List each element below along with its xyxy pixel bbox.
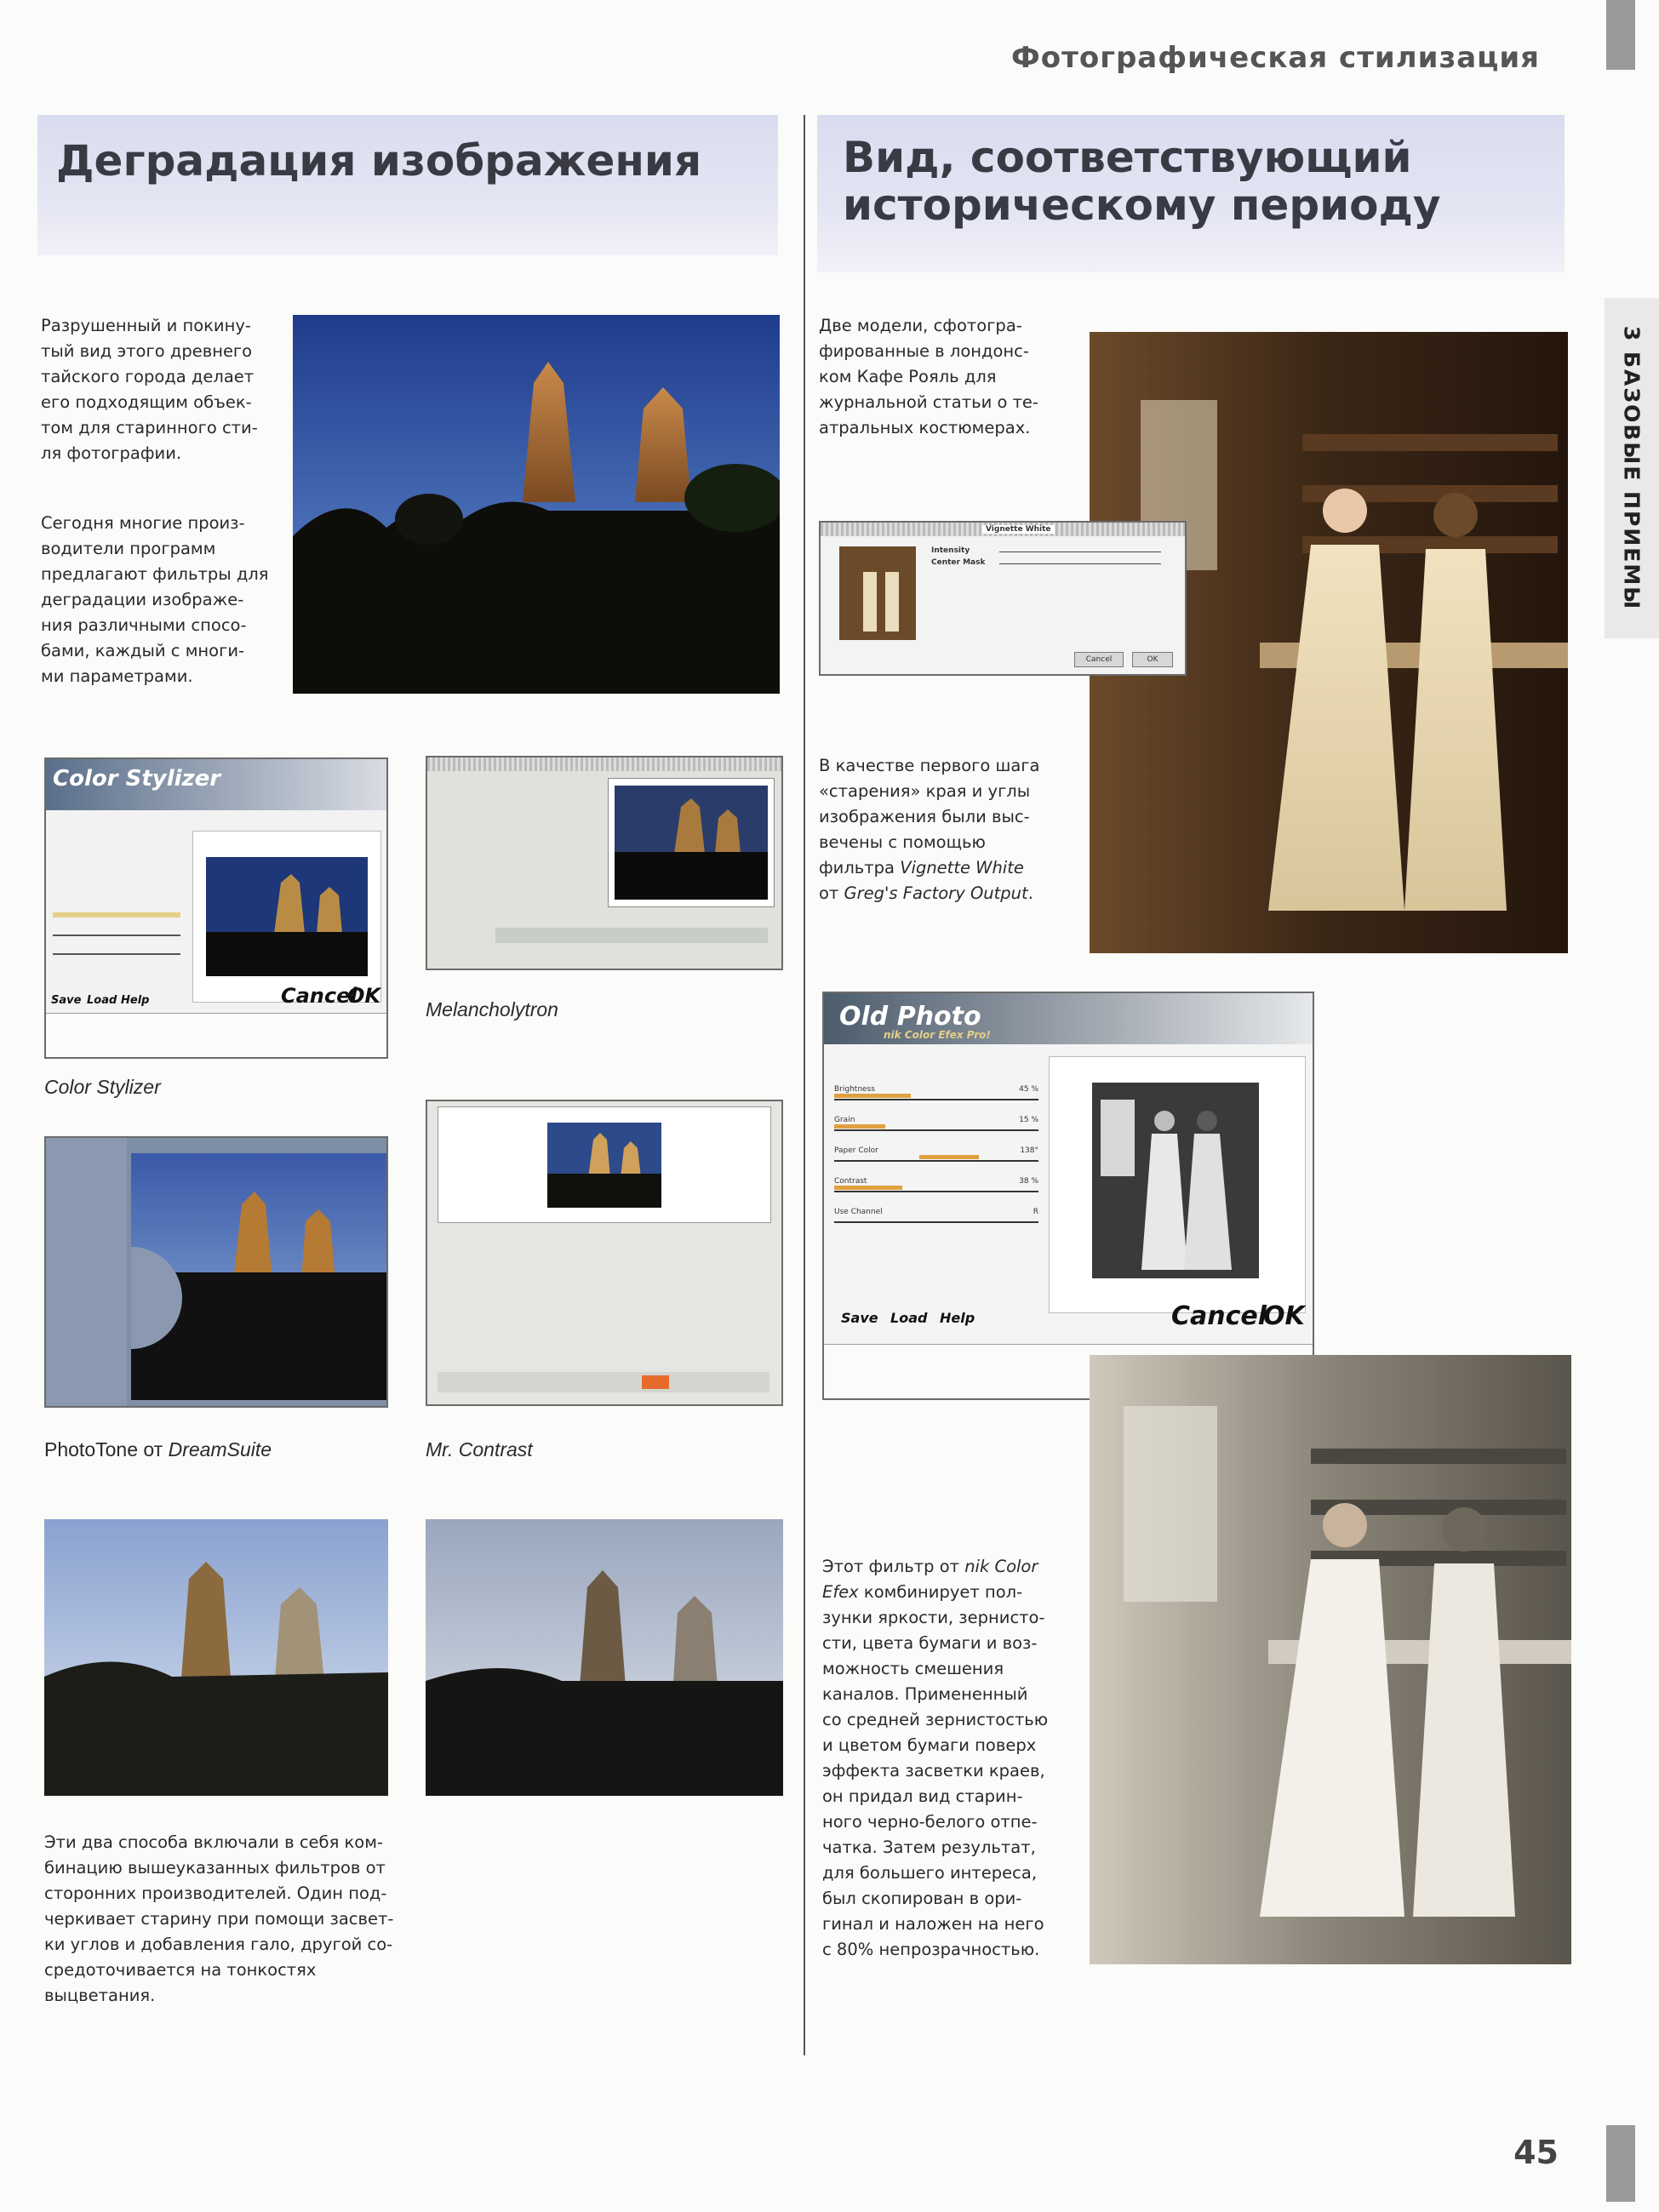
save-button[interactable]: Save bbox=[841, 1310, 878, 1326]
preview-frame bbox=[192, 831, 381, 1003]
caption-melancholytron: Melancholytron bbox=[426, 998, 558, 1020]
load-button[interactable]: Load bbox=[87, 994, 117, 1007]
cancel-button[interactable]: Cancel bbox=[1171, 1301, 1267, 1331]
left-paragraph-2: Сегодня многие произ- водители программ предлагают фильтры для деградации изображе- ния различными спосо- бами, каждый с многи- ми параметрами. bbox=[41, 513, 269, 686]
toolbar bbox=[438, 1372, 769, 1392]
right-heading: Вид, соответствующий историческому периоду bbox=[843, 133, 1441, 230]
intensity-label: Intensity bbox=[931, 546, 970, 555]
right-heading-band bbox=[817, 115, 1565, 272]
caption-mr-contrast: Mr. Contrast bbox=[426, 1438, 533, 1460]
info-bar bbox=[46, 1013, 386, 1058]
column-divider bbox=[804, 115, 805, 2055]
left-heading-band bbox=[37, 115, 778, 255]
center-mask-slider[interactable] bbox=[999, 563, 1161, 564]
dialog-thumbnail bbox=[839, 546, 916, 640]
dialog-title: Vignette White bbox=[982, 525, 1055, 534]
mr-contrast-dialog bbox=[426, 1100, 783, 1406]
dialog-title: Old Photo bbox=[839, 1002, 981, 1032]
result-photo-2 bbox=[426, 1519, 783, 1796]
phototone-controls bbox=[46, 1138, 127, 1406]
page-number: 45 bbox=[1513, 2134, 1559, 2171]
help-button[interactable]: Help bbox=[121, 994, 150, 1007]
right-paragraph-1: Две модели, сфотогра- фированные в лондонс- ком Кафе Рояль для журнальной статьи о те- атральных костюмерах. bbox=[819, 316, 1038, 437]
slider-saturation[interactable] bbox=[53, 953, 180, 955]
preview-frame bbox=[608, 778, 775, 907]
cancel-button[interactable]: Cancel bbox=[281, 984, 358, 1008]
slider-panel: Brightness 45 % Grain 15 % Paper Color 138° Contrast 38 % Use Channel R bbox=[834, 1061, 1038, 1283]
center-mask-label: Center Mask bbox=[931, 558, 986, 567]
left-heading: Деградация изображения bbox=[56, 136, 702, 186]
color-stylizer-dialog bbox=[44, 757, 388, 1059]
vignette-white-dialog bbox=[819, 521, 1187, 676]
help-button[interactable]: Help bbox=[940, 1310, 975, 1326]
caption-color-stylizer: Color Stylizer bbox=[44, 1076, 161, 1098]
load-button[interactable]: Load bbox=[890, 1310, 928, 1326]
cancel-button[interactable]: Cancel bbox=[1074, 652, 1124, 667]
dialog-title: Color Stylizer bbox=[53, 766, 221, 792]
save-button[interactable]: Save bbox=[51, 994, 82, 1007]
ok-button[interactable]: OK bbox=[347, 984, 380, 1008]
melancholytron-dialog bbox=[426, 756, 783, 970]
result-photo-1 bbox=[44, 1519, 388, 1796]
right-paragraph-2: В качестве первого шага «старения» края и углы изображения были выс- вечены с помощью фильтра Vignette White от Greg's Factory Output. bbox=[819, 756, 1040, 903]
old-photo-dialog bbox=[822, 992, 1314, 1400]
top-edge-tab bbox=[1606, 0, 1635, 70]
caption-phototone-italic: DreamSuite bbox=[168, 1438, 272, 1460]
left-paragraph-1: Разрушенный и покину- тый вид этого древнего тайского города делает его подходящим объек- том для старинного сти- ля фотографии. bbox=[41, 316, 258, 463]
right-paragraph-3: Этот фильтр от nik Color Efex комбинирует пол- зунки яркости, зернисто- сти, цвета бумаги и воз- можность смешения каналов. Примененный со средней зернистостью и цветом бумаги поверх эффекта засветки краев, он придал вид старин- ного черно-белого отпе- чатка. Затем результат, для большего интереса, был скопирован в ори- гинал и наложен на него с 80% непрозрачностью. bbox=[822, 1557, 1049, 1959]
reset-button[interactable] bbox=[642, 1375, 669, 1389]
ok-button[interactable]: OK bbox=[1132, 652, 1173, 667]
bottom-edge-tab bbox=[1606, 2125, 1635, 2202]
phototone-dialog bbox=[44, 1136, 388, 1408]
dialog-subtitle: nik Color Efex Pro! bbox=[884, 1029, 991, 1041]
toolbar bbox=[495, 928, 768, 943]
temple-photo bbox=[293, 315, 780, 694]
left-paragraph-3: Эти два способа включали в себя ком- бинацию вышеуказанных фильтров от сторонних производителей. Один под- черкивает старину при помощи засвет- ки углов и добавления гало, другой со- средоточивается на тонкостях выцветания. bbox=[44, 1832, 394, 2005]
caption-phototone: PhotoTone от bbox=[44, 1438, 169, 1460]
chapter-side-tab bbox=[1605, 298, 1659, 638]
cafe-photo-aged bbox=[1090, 1355, 1571, 1964]
ok-button[interactable]: OK bbox=[1263, 1301, 1305, 1331]
preview-frame bbox=[1049, 1056, 1306, 1313]
preview-frame bbox=[438, 1106, 771, 1223]
slider-contrast[interactable] bbox=[53, 935, 180, 936]
chapter-side-label: 3 БАЗОВЫЕ ПРИЕМЫ bbox=[1619, 325, 1645, 611]
running-head: Фотографическая стилизация bbox=[1011, 41, 1540, 75]
